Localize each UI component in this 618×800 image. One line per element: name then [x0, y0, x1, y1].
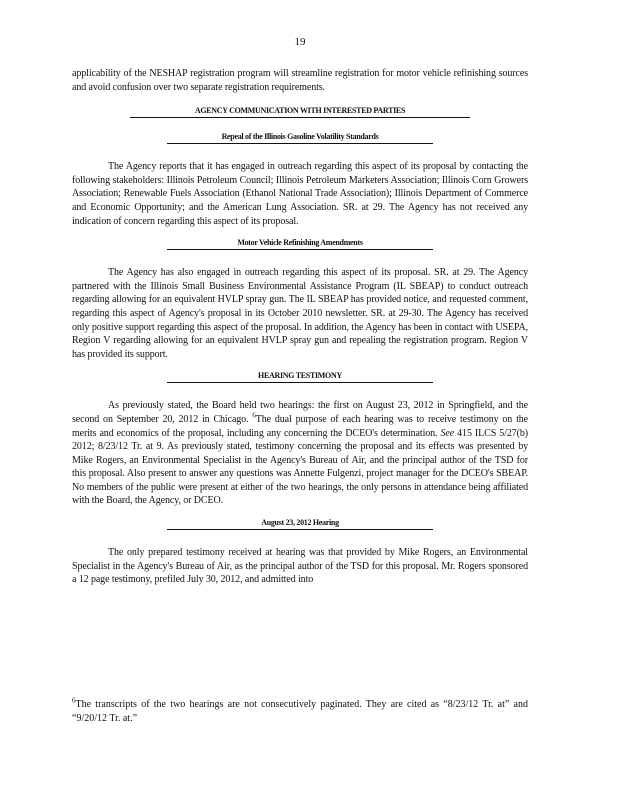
testimony-part-2: The dual purpose of each hearing was to receive testimony on the merits and economics of the proposal, including any concerning the DCEO's determination.: [72, 413, 528, 439]
footnote-mark: 6: [72, 696, 76, 705]
paragraph-august-hearing: The only prepared testimony received at hearing was that provided by Mike Rogers, an Environmental Specialist in the Agency's Bureau of Air, as the principal author of the TSD for this proposal. Mr. Rogers sponsored a 12 page testimony, prefiled July 30, 2012, and admitted into: [72, 547, 528, 586]
paragraph-intro: applicability of the NESHAP registration program will streamline registration for motor vehicle refinishing sources and avoid confusion over two separate registration requirements.: [72, 68, 528, 93]
heading-agency-communication-text: AGENCY COMMUNICATION WITH INTERESTED PARTIES: [130, 106, 470, 118]
testimony-part-1: As previously stated, the Board held two hearings: the first on August 23, 2012 in Springfield, and the second on September 20, 2012 in Chicago.: [72, 400, 528, 425]
footnote-reference: 6: [252, 411, 256, 420]
paragraph-hearing-testimony: [72, 399, 528, 508]
heading-hearing-testimony: [72, 371, 528, 383]
heading-repeal-text: Repeal of the Illinois Gasoline Volatility Standards: [167, 132, 433, 144]
heading-motor-vehicle-text: Motor Vehicle Refinishing Amendments: [167, 238, 433, 250]
testimony-part-3: 415 ILCS 5/27(b) 2012; 8/23/12 Tr. at 9. As previously stated, testimony concerning the proposal and its effects was presented by Mike Rogers, an Environmental Specialist in the Agency's Bureau of Air, and the principal author of the TSD for this proposal. Also present to answer any questions was Annette Fulgenzi, project manager for the DCEO's SBEAP. No members of the public were present at either of the two hearings, the only persons in attendance being affiliated with the Board, the Agency, or DCEO.: [72, 427, 528, 507]
heading-repeal: [72, 132, 528, 144]
heading-hearing-testimony-text: HEARING TESTIMONY: [167, 371, 433, 383]
see-signal: See: [440, 427, 455, 439]
paragraph-motor-vehicle: The Agency has also engaged in outreach regarding this aspect of its proposal. SR. at 29. The Agency partnered with the Illinois Small Business Environmental Assistance Program (IL SBEAP) to conduct outreach regarding allowing for an equivalent HVLP spray gun. The IL SBEAP has provided notice, and requested comment, regarding this aspect of Agency's proposal in its October 2010 newsletter. SR. at 29-30. The Agency has received only positive support regarding this aspect of the proposal. In addition, the Agency has been in contact with USEPA, Region V regarding allowing for an equivalent HVLP spray gun and repealing the registration program. Region V has provided its support.: [72, 267, 528, 360]
heading-agency-communication: [72, 106, 528, 118]
heading-august-hearing: [72, 518, 528, 530]
heading-august-hearing-text: August 23, 2012 Hearing: [167, 518, 433, 530]
page-number: 19: [294, 36, 306, 48]
footnote-text: The transcripts of the two hearings are not consecutively paginated. They are cited as “8/23/12 Tr. at” and “9/20/12 Tr. at.”: [72, 699, 528, 724]
footnote: [72, 698, 528, 725]
paragraph-repeal: The Agency reports that it has engaged in outreach regarding this aspect of its proposal by contacting the following stakeholders: Illinois Petroleum Council; Illinois Petroleum Marketers Association; Illinois Corn Growers Association; Renewable Fuels Association (Ethanol National Trade Association); Illinois Department of Commerce and Economic Opportunity; and the American Lung Association. SR. at 29. The Agency has not received any indication of concern regarding this aspect of its proposal.: [72, 161, 528, 227]
heading-motor-vehicle: [72, 238, 528, 250]
